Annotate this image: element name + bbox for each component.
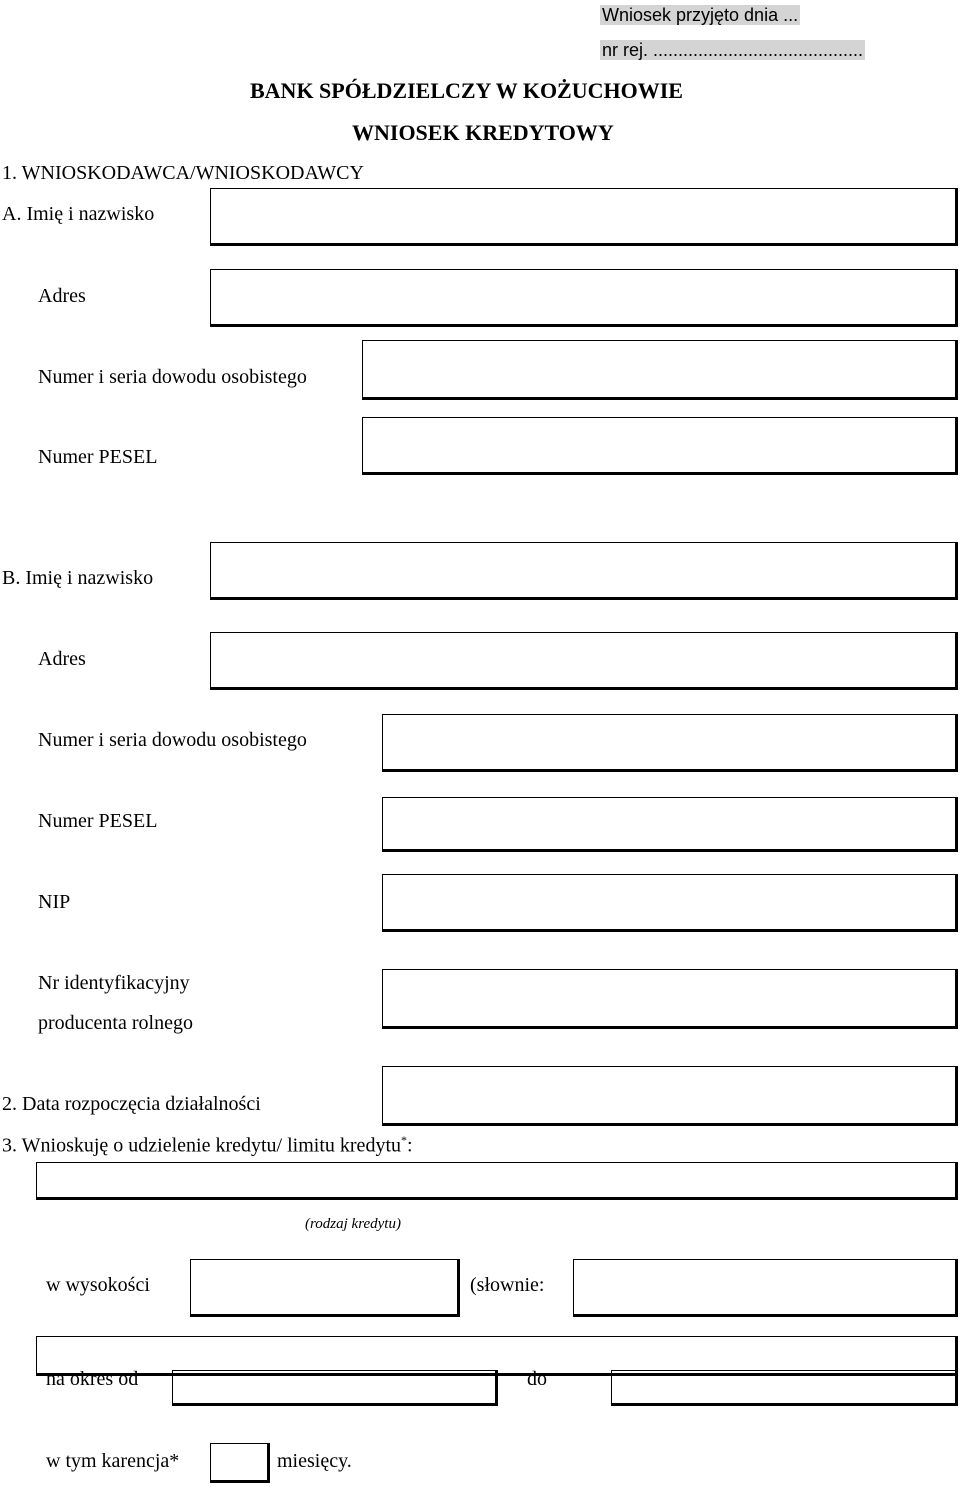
farmer-id-field[interactable] [382, 969, 958, 1029]
grace-period-field[interactable] [210, 1443, 270, 1483]
applicant-b-name-field[interactable] [210, 542, 958, 600]
applicant-a-name-field[interactable] [210, 188, 958, 246]
bank-name: BANK SPÓŁDZIELCZY W KOŻUCHOWIE [250, 78, 683, 103]
applicant-b-nip-field[interactable] [382, 874, 958, 932]
section-1-heading: 1. WNIOSKODAWCA/WNIOSKODAWCY [2, 162, 364, 184]
grace-period-label: w tym karencja* [46, 1450, 180, 1472]
applicant-b-address-field[interactable] [210, 632, 958, 690]
applicant-b-id-label: Numer i seria dowodu osobistego [38, 729, 307, 751]
amount-field[interactable] [190, 1259, 460, 1317]
period-to-label: do [527, 1368, 547, 1390]
applicant-b-address-label: Adres [38, 648, 86, 670]
applicant-a-pesel-field[interactable] [362, 417, 958, 475]
applicant-a-address-label: Adres [38, 285, 86, 307]
credit-type-caption: (rodzaj kredytu) [305, 1216, 401, 1232]
applicant-a-name-label: A. Imię i nazwisko [2, 203, 155, 225]
applicant-b-nip-label: NIP [38, 891, 71, 913]
applicant-a-pesel-label: Numer PESEL [38, 446, 158, 468]
amount-label: w wysokości [46, 1274, 150, 1296]
applicant-a-id-label: Numer i seria dowodu osobistego [38, 366, 307, 388]
applicant-a-id-field[interactable] [362, 340, 958, 400]
farmer-id-label-line-1: Nr identyfikacyjny [38, 972, 190, 994]
applicant-b-name-label: B. Imię i nazwisko [2, 567, 154, 589]
months-label: miesięcy. [277, 1450, 352, 1472]
received-date-line: Wniosek przyjęto dnia ... [602, 5, 799, 25]
farmer-id-label-line-2: producenta rolnego [38, 1012, 193, 1034]
document-title: WNIOSEK KREDYTOWY [352, 120, 614, 145]
amount-in-words-continuation-field[interactable] [36, 1336, 958, 1376]
credit-type-field[interactable] [36, 1162, 958, 1200]
period-from-label: na okres od [46, 1368, 139, 1390]
applicant-b-id-field[interactable] [382, 714, 958, 772]
amount-in-words-label: (słownie: [470, 1274, 545, 1296]
applicant-a-address-field[interactable] [210, 269, 958, 327]
amount-in-words-field[interactable] [573, 1259, 958, 1317]
business-start-date-label: 2. Data rozpoczęcia działalności [2, 1093, 261, 1115]
credit-request-label: 3. Wnioskuję o udzielenie kredytu/ limitu kredytu*: [2, 1133, 413, 1157]
registration-number-line: nr rej. .......................................... [602, 40, 864, 60]
business-start-date-field[interactable] [382, 1066, 958, 1126]
applicant-b-pesel-field[interactable] [382, 797, 958, 852]
applicant-b-pesel-label: Numer PESEL [38, 810, 158, 832]
